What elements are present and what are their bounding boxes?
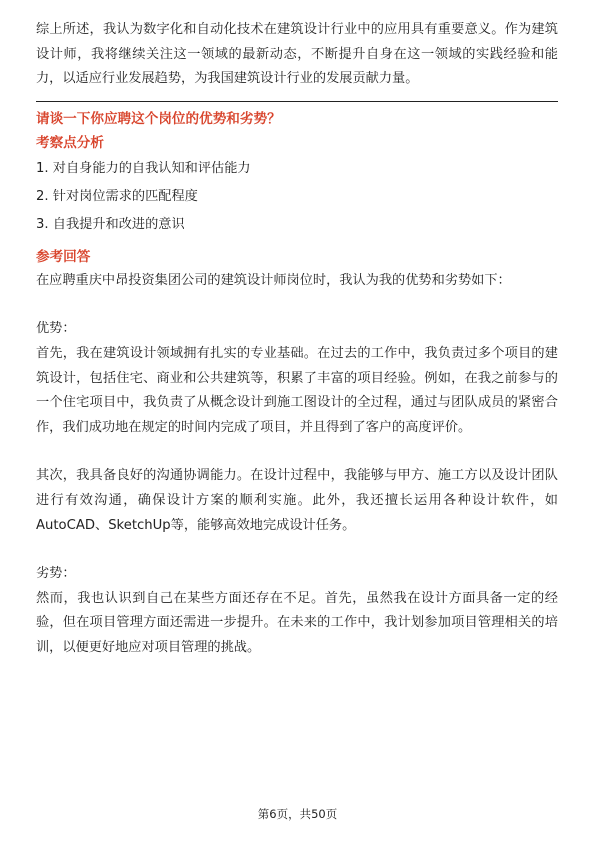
weaknesses-label: 劣势： [36, 566, 76, 582]
analysis-list [36, 155, 558, 239]
spacer [36, 293, 558, 317]
spacer [36, 440, 558, 464]
spacer [36, 538, 558, 562]
question-title: 请谈一下你应聘这个岗位的优势和劣势？ [36, 110, 281, 127]
analysis-heading: 考察点分析 [36, 134, 104, 151]
section-divider [36, 101, 558, 102]
strengths-label: 优势： [36, 321, 76, 337]
answer-intro: 在应聘重庆中昂投资集团公司的建筑设计师岗位时，我认为我的优势和劣势如下： [36, 272, 511, 288]
answer-heading: 参考回答 [36, 248, 91, 265]
weakness-paragraph-1: 然而，我也认识到自己在某些方面还存在不足。首先，虽然我在设计方面具备一定的经验，但在项目管理方面还需进一步提升。在未来的工作中，我计划参加项目管理相关的培训，以便更好地应对项目管理的挑战。 [36, 590, 558, 655]
strength-paragraph-1: 首先，我在建筑设计领域拥有扎实的专业基础。在过去的工作中，我负责过多个项目的建筑设计，包括住宅、商业和公共建筑等，积累了丰富的项目经验。例如，在我之前参与的一个住宅项目中，我负责了从概念设计到施工图设计的全过程，通过与团队成员的紧密合作，我们成功地在规定的时间内完成了项目，并且得到了客户的高度评价。 [36, 345, 558, 435]
strength-paragraph-2: 其次，我具备良好的沟通协调能力。在设计过程中，我能够与甲方、施工方以及设计团队进行有效沟通，确保设计方案的顺利实施。此外，我还擅长运用各种设计软件，如AutoCAD、SketchUp等，能够高效地完成设计任务。 [36, 468, 558, 533]
page-content [36, 18, 558, 661]
analysis-point: 2. 针对岗位需求的匹配程度 [36, 188, 198, 204]
analysis-point: 3. 自我提升和改进的意识 [36, 216, 185, 232]
conclusion-paragraph: 综上所述，我认为数字化和自动化技术在建筑设计行业中的应用具有重要意义。作为建筑设计师，我将继续关注这一领域的最新动态，不断提升自身在这一领域的实践经验和能力，以适应行业发展趋势，为我国建筑设计行业的发展贡献力量。 [36, 22, 558, 87]
page-number: 第6页，共50页 [257, 807, 338, 821]
analysis-point: 1. 对自身能力的自我认知和评估能力 [36, 160, 251, 176]
